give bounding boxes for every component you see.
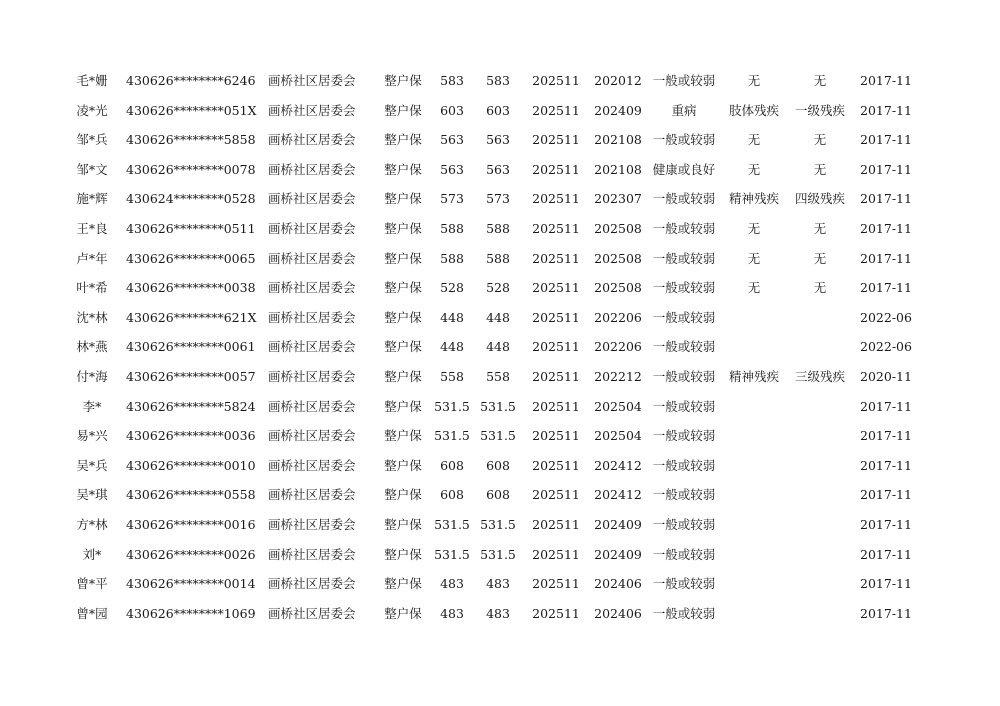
cell-disability: 无 <box>747 280 761 296</box>
cell-disability-level <box>788 569 852 599</box>
cell-disability <box>722 510 786 540</box>
cell-name: 卢*年 <box>76 250 108 266</box>
cell-disability-level: 无 <box>813 161 827 177</box>
cell-community: 画桥社区居委会 <box>268 102 356 118</box>
cell-support-type: 整户保 <box>384 339 422 355</box>
cell-disability-level <box>788 451 852 481</box>
cell-name: 方*林 <box>76 516 108 532</box>
cell-health: 一般或较弱 <box>652 280 716 296</box>
cell-community: 画桥社区居委会 <box>268 132 356 148</box>
cell-period-2: 202504 <box>594 428 642 444</box>
cell-community: 画桥社区居委会 <box>268 546 356 562</box>
cell-name: 施*辉 <box>76 191 108 207</box>
cell-amount-2: 448 <box>486 309 510 325</box>
cell-id-number: 430626********0038 <box>126 280 256 296</box>
table-row <box>70 214 930 244</box>
cell-date: 2017-11 <box>860 250 912 266</box>
cell-community: 画桥社区居委会 <box>268 309 356 325</box>
cell-id-number: 430626********621X <box>126 309 257 325</box>
cell-amount: 583 <box>440 73 464 88</box>
cell-date: 2017-11 <box>860 398 912 414</box>
cell-period: 202511 <box>532 132 580 148</box>
cell-health: 一般或较弱 <box>652 576 716 592</box>
cell-amount: 483 <box>440 576 464 592</box>
cell-amount-2: 608 <box>486 487 510 503</box>
cell-disability-level <box>788 392 852 422</box>
cell-period: 202511 <box>532 250 580 266</box>
cell-name: 曾*平 <box>76 576 108 592</box>
cell-disability: 肢体残疾 <box>728 102 779 118</box>
cell-name: 凌*光 <box>76 102 108 118</box>
cell-disability-level <box>788 540 852 570</box>
cell-support-type: 整户保 <box>384 191 422 207</box>
cell-date: 2017-11 <box>860 457 912 473</box>
table-row <box>70 125 930 155</box>
cell-disability <box>722 569 786 599</box>
cell-period: 202511 <box>532 73 580 88</box>
cell-amount: 531.5 <box>434 546 470 562</box>
cell-disability-level <box>788 303 852 333</box>
cell-disability <box>722 599 786 629</box>
cell-period: 202511 <box>532 457 580 473</box>
cell-disability-level: 三级残疾 <box>794 368 845 384</box>
cell-disability: 精神残疾 <box>728 368 779 384</box>
cell-support-type: 整户保 <box>384 576 422 592</box>
table-row <box>70 96 930 126</box>
cell-amount-2: 563 <box>486 132 510 148</box>
cell-health: 一般或较弱 <box>652 516 716 532</box>
cell-community: 画桥社区居委会 <box>268 250 356 266</box>
cell-date: 2017-11 <box>860 605 912 621</box>
table-row <box>70 421 930 451</box>
cell-amount: 531.5 <box>434 516 470 532</box>
cell-support-type: 整户保 <box>384 102 422 118</box>
cell-disability-level: 无 <box>813 132 827 148</box>
cell-support-type: 整户保 <box>384 516 422 532</box>
cell-period: 202511 <box>532 605 580 621</box>
table-row <box>70 155 930 185</box>
cell-disability-level: 无 <box>813 250 827 266</box>
cell-amount-2: 531.5 <box>480 546 516 562</box>
cell-community: 画桥社区居委会 <box>268 280 356 296</box>
cell-community: 画桥社区居委会 <box>268 339 356 355</box>
cell-period-2: 202409 <box>594 546 642 562</box>
cell-id-number: 430626********0078 <box>126 161 256 177</box>
cell-period: 202511 <box>532 428 580 444</box>
cell-disability-level: 无 <box>813 220 827 236</box>
cell-health: 健康或良好 <box>652 161 716 177</box>
cell-date: 2017-11 <box>860 428 912 444</box>
cell-disability-level <box>788 510 852 540</box>
cell-amount: 563 <box>440 161 464 177</box>
cell-id-number: 430626********0016 <box>126 516 256 532</box>
cell-period-2: 202508 <box>594 280 642 296</box>
cell-disability <box>722 540 786 570</box>
table-row <box>70 66 930 96</box>
cell-period: 202511 <box>532 339 580 355</box>
cell-disability <box>722 480 786 510</box>
cell-health: 一般或较弱 <box>652 368 716 384</box>
cell-community: 画桥社区居委会 <box>268 576 356 592</box>
cell-support-type: 整户保 <box>384 73 422 88</box>
cell-date: 2017-11 <box>860 576 912 592</box>
cell-health: 一般或较弱 <box>652 73 716 88</box>
cell-id-number: 430626********0511 <box>126 220 256 236</box>
cell-disability: 精神残疾 <box>728 191 779 207</box>
cell-amount: 528 <box>440 280 464 296</box>
table-row <box>70 362 930 392</box>
cell-date: 2017-11 <box>860 73 912 88</box>
cell-support-type: 整户保 <box>384 546 422 562</box>
cell-period-2: 202012 <box>594 73 642 88</box>
cell-amount-2: 483 <box>486 576 510 592</box>
cell-id-number: 430626********0057 <box>126 368 256 384</box>
cell-period: 202511 <box>532 220 580 236</box>
cell-health: 一般或较弱 <box>652 220 716 236</box>
table-row <box>70 273 930 303</box>
cell-disability: 无 <box>747 161 761 177</box>
cell-amount-2: 448 <box>486 339 510 355</box>
cell-support-type: 整户保 <box>384 487 422 503</box>
cell-health: 一般或较弱 <box>652 398 716 414</box>
cell-id-number: 430626********051X <box>126 102 257 118</box>
cell-support-type: 整户保 <box>384 605 422 621</box>
cell-period: 202511 <box>532 516 580 532</box>
table-row <box>70 332 930 362</box>
cell-period: 202511 <box>532 487 580 503</box>
cell-disability <box>722 451 786 481</box>
cell-period-2: 202409 <box>594 102 642 118</box>
cell-period-2: 202108 <box>594 161 642 177</box>
cell-health: 重病 <box>671 102 697 118</box>
cell-amount: 531.5 <box>434 398 470 414</box>
cell-health: 一般或较弱 <box>652 309 716 325</box>
cell-support-type: 整户保 <box>384 398 422 414</box>
cell-support-type: 整户保 <box>384 161 422 177</box>
cell-disability-level: 四级残疾 <box>794 191 845 207</box>
cell-disability <box>722 332 786 362</box>
cell-id-number: 430626********1069 <box>126 605 256 621</box>
cell-period-2: 202508 <box>594 220 642 236</box>
cell-amount-2: 528 <box>486 280 510 296</box>
cell-date: 2017-11 <box>860 516 912 532</box>
cell-id-number: 430626********0061 <box>126 339 256 355</box>
cell-id-number: 430626********0026 <box>126 546 256 562</box>
cell-period: 202511 <box>532 368 580 384</box>
cell-disability-level: 无 <box>813 280 827 296</box>
table-row <box>70 569 930 599</box>
cell-health: 一般或较弱 <box>652 546 716 562</box>
cell-amount: 573 <box>440 191 464 207</box>
cell-date: 2022-06 <box>860 339 912 355</box>
cell-name: 王*良 <box>76 220 108 236</box>
cell-support-type: 整户保 <box>384 309 422 325</box>
cell-community: 画桥社区居委会 <box>268 516 356 532</box>
cell-community: 画桥社区居委会 <box>268 457 356 473</box>
table-row <box>70 184 930 214</box>
cell-name: 李* <box>82 398 102 414</box>
cell-period: 202511 <box>532 191 580 207</box>
cell-amount: 588 <box>440 220 464 236</box>
cell-id-number: 430626********0010 <box>126 457 256 473</box>
cell-id-number: 430626********5858 <box>126 132 256 148</box>
cell-period: 202511 <box>532 309 580 325</box>
cell-name: 叶*希 <box>76 280 108 296</box>
cell-name: 吴*琪 <box>76 487 108 503</box>
cell-period-2: 202508 <box>594 250 642 266</box>
cell-disability-level: 无 <box>813 73 827 88</box>
cell-community: 画桥社区居委会 <box>268 220 356 236</box>
cell-period: 202511 <box>532 102 580 118</box>
cell-date: 2017-11 <box>860 191 912 207</box>
cell-disability <box>722 421 786 451</box>
cell-period-2: 202412 <box>594 487 642 503</box>
cell-disability: 无 <box>747 220 761 236</box>
cell-name: 付*海 <box>76 368 108 384</box>
cell-support-type: 整户保 <box>384 220 422 236</box>
cell-amount: 531.5 <box>434 428 470 444</box>
cell-community: 画桥社区居委会 <box>268 398 356 414</box>
cell-amount-2: 483 <box>486 605 510 621</box>
cell-id-number: 430626********5824 <box>126 398 256 414</box>
cell-disability <box>722 303 786 333</box>
cell-amount-2: 603 <box>486 102 510 118</box>
cell-disability-level: 一级残疾 <box>794 102 845 118</box>
cell-health: 一般或较弱 <box>652 487 716 503</box>
cell-period: 202511 <box>532 576 580 592</box>
cell-health: 一般或较弱 <box>652 132 716 148</box>
cell-amount-2: 563 <box>486 161 510 177</box>
cell-support-type: 整户保 <box>384 457 422 473</box>
cell-health: 一般或较弱 <box>652 457 716 473</box>
cell-disability-level <box>788 480 852 510</box>
cell-id-number: 430626********0558 <box>126 487 256 503</box>
cell-community: 画桥社区居委会 <box>268 368 356 384</box>
cell-amount-2: 583 <box>486 73 510 88</box>
cell-name: 邹*文 <box>76 161 108 177</box>
cell-period-2: 202409 <box>594 516 642 532</box>
cell-amount: 608 <box>440 457 464 473</box>
cell-amount: 563 <box>440 132 464 148</box>
cell-amount-2: 588 <box>486 250 510 266</box>
table-row <box>70 244 930 274</box>
cell-period-2: 202206 <box>594 339 642 355</box>
cell-disability-level <box>788 599 852 629</box>
cell-period-2: 202212 <box>594 368 642 384</box>
cell-date: 2017-11 <box>860 102 912 118</box>
cell-date: 2017-11 <box>860 546 912 562</box>
cell-name: 吴*兵 <box>76 457 108 473</box>
cell-period-2: 202504 <box>594 398 642 414</box>
cell-amount: 558 <box>440 368 464 384</box>
cell-amount: 448 <box>440 339 464 355</box>
cell-amount-2: 531.5 <box>480 516 516 532</box>
cell-health: 一般或较弱 <box>652 339 716 355</box>
cell-disability: 无 <box>747 250 761 266</box>
cell-date: 2017-11 <box>860 280 912 296</box>
table-row <box>70 540 930 570</box>
cell-amount: 588 <box>440 250 464 266</box>
cell-support-type: 整户保 <box>384 280 422 296</box>
cell-community: 画桥社区居委会 <box>268 161 356 177</box>
cell-name: 邹*兵 <box>76 132 108 148</box>
cell-date: 2022-06 <box>860 309 912 325</box>
cell-amount: 483 <box>440 605 464 621</box>
cell-name: 曾*园 <box>76 605 108 621</box>
cell-name: 刘* <box>82 546 102 562</box>
cell-name: 沈*林 <box>76 309 108 325</box>
cell-period-2: 202406 <box>594 576 642 592</box>
cell-period: 202511 <box>532 398 580 414</box>
cell-amount: 448 <box>440 309 464 325</box>
cell-community: 画桥社区居委会 <box>268 487 356 503</box>
cell-community: 画桥社区居委会 <box>268 73 356 88</box>
cell-community: 画桥社区居委会 <box>268 191 356 207</box>
cell-id-number: 430624********0528 <box>126 191 256 207</box>
cell-disability: 无 <box>747 132 761 148</box>
cell-support-type: 整户保 <box>384 368 422 384</box>
cell-amount: 608 <box>440 487 464 503</box>
table-row <box>70 303 930 333</box>
cell-id-number: 430626********0036 <box>126 428 256 444</box>
cell-period: 202511 <box>532 280 580 296</box>
cell-date: 2017-11 <box>860 220 912 236</box>
cell-community: 画桥社区居委会 <box>268 605 356 621</box>
cell-amount-2: 608 <box>486 457 510 473</box>
cell-amount-2: 588 <box>486 220 510 236</box>
cell-community: 画桥社区居委会 <box>268 428 356 444</box>
cell-date: 2020-11 <box>860 368 912 384</box>
cell-amount-2: 573 <box>486 191 510 207</box>
table-row <box>70 510 930 540</box>
cell-health: 一般或较弱 <box>652 605 716 621</box>
cell-name: 易*兴 <box>76 428 108 444</box>
cell-support-type: 整户保 <box>384 132 422 148</box>
table-row <box>70 599 930 629</box>
cell-amount-2: 531.5 <box>480 398 516 414</box>
cell-health: 一般或较弱 <box>652 250 716 266</box>
cell-name: 林*燕 <box>76 339 108 355</box>
cell-health: 一般或较弱 <box>652 191 716 207</box>
cell-id-number: 430626********6246 <box>126 73 256 88</box>
cell-amount-2: 558 <box>486 368 510 384</box>
table-row <box>70 480 930 510</box>
table-row <box>70 392 930 422</box>
cell-id-number: 430626********0014 <box>126 576 256 592</box>
records-table <box>70 66 930 628</box>
cell-period-2: 202108 <box>594 132 642 148</box>
cell-date: 2017-11 <box>860 132 912 148</box>
cell-date: 2017-11 <box>860 487 912 503</box>
cell-period: 202511 <box>532 161 580 177</box>
cell-disability <box>722 392 786 422</box>
cell-amount: 603 <box>440 102 464 118</box>
cell-support-type: 整户保 <box>384 250 422 266</box>
cell-amount-2: 531.5 <box>480 428 516 444</box>
table-row <box>70 451 930 481</box>
cell-id-number: 430626********0065 <box>126 250 256 266</box>
cell-disability: 无 <box>747 73 761 88</box>
cell-period-2: 202206 <box>594 309 642 325</box>
cell-disability-level <box>788 421 852 451</box>
cell-period-2: 202406 <box>594 605 642 621</box>
cell-name: 毛*姗 <box>76 73 108 88</box>
cell-period: 202511 <box>532 546 580 562</box>
cell-period-2: 202307 <box>594 191 642 207</box>
cell-support-type: 整户保 <box>384 428 422 444</box>
cell-date: 2017-11 <box>860 161 912 177</box>
cell-disability-level <box>788 332 852 362</box>
cell-health: 一般或较弱 <box>652 428 716 444</box>
cell-period-2: 202412 <box>594 457 642 473</box>
